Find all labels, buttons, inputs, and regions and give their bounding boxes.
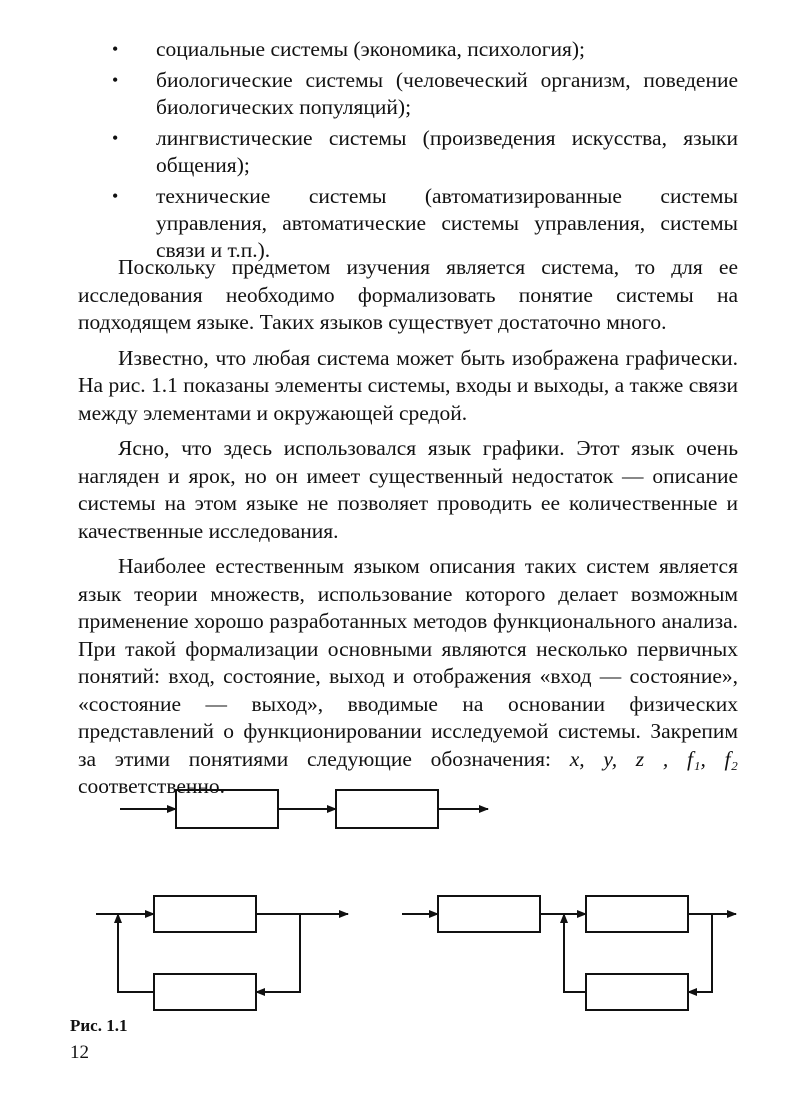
paragraph-notation	[78, 553, 738, 801]
paragraph-text: Наиболее естественным языком описания таких систем является язык теории множеств, использование которого делает возможным применение хорошо разработанных методов функционального анализа. При такой формализации основными являются несколько первичных понятий: вход, состояние, выход и отображения «вход — состояние», «состояние — выход», вводимые на основании физических представлений о функционировании исследуемой системы. Закрепим за этими понятиями следующие обозначения:	[78, 554, 738, 771]
bullet-text: лингвистические системы (произведения искусства, языки общения);	[156, 126, 738, 177]
bullet-icon: •	[112, 186, 119, 206]
system-block	[176, 790, 278, 828]
system-block	[336, 790, 438, 828]
feedback-return-arrow	[564, 914, 586, 992]
body-text	[78, 254, 738, 809]
serial-feedback-loop	[402, 896, 736, 1010]
feedback-loop	[96, 896, 348, 1010]
system-block	[438, 896, 540, 932]
bullet-list	[112, 36, 738, 268]
page-number: 12	[70, 1042, 89, 1063]
feedback-return-arrow	[118, 914, 154, 992]
feedback-block	[154, 974, 256, 1010]
notation-symbols: x, y, z , f₁, f₂	[569, 746, 738, 771]
list-item	[112, 67, 738, 121]
bullet-text: технические системы (автоматизированные системы управления, автоматические системы управления, системы связи и т.п.).	[156, 184, 738, 262]
system-block	[154, 896, 256, 932]
figure-diagram	[0, 770, 803, 1020]
paragraph-tail: соответственно.	[78, 774, 226, 798]
bullet-icon: •	[112, 128, 119, 148]
list-item	[112, 125, 738, 179]
paragraph: Известно, что любая система может быть изображена графически. На рис. 1.1 показаны элементы системы, входы и выходы, а также связи между элементами и окружающей средой.	[78, 345, 738, 425]
bullet-icon: •	[112, 70, 119, 90]
paragraph: Ясно, что здесь использовался язык графики. Этот язык очень нагляден и ярок, но он имеет существенный недостаток — описание системы на этом языке не позволяет проводить ее количественные и качественные исследования.	[78, 436, 738, 543]
bullet-text: биологические системы (человеческий организм, поведение биологических популяций);	[156, 68, 738, 119]
system-block	[586, 896, 688, 932]
bullet-icon: •	[112, 39, 119, 59]
bullet-text: социальные системы (экономика, психология);	[156, 37, 586, 61]
serial-chain	[120, 790, 488, 828]
figure-caption: Рис. 1.1	[70, 1016, 128, 1035]
feedback-arrow	[256, 914, 300, 992]
paragraph: Поскольку предметом изучения является система, то для ее исследования необходимо формализовать понятие системы на подходящем языке. Таких языков существует достаточно много.	[78, 255, 738, 334]
list-item	[112, 183, 738, 264]
feedback-arrow	[688, 914, 712, 992]
list-item	[112, 36, 738, 63]
feedback-block	[586, 974, 688, 1010]
